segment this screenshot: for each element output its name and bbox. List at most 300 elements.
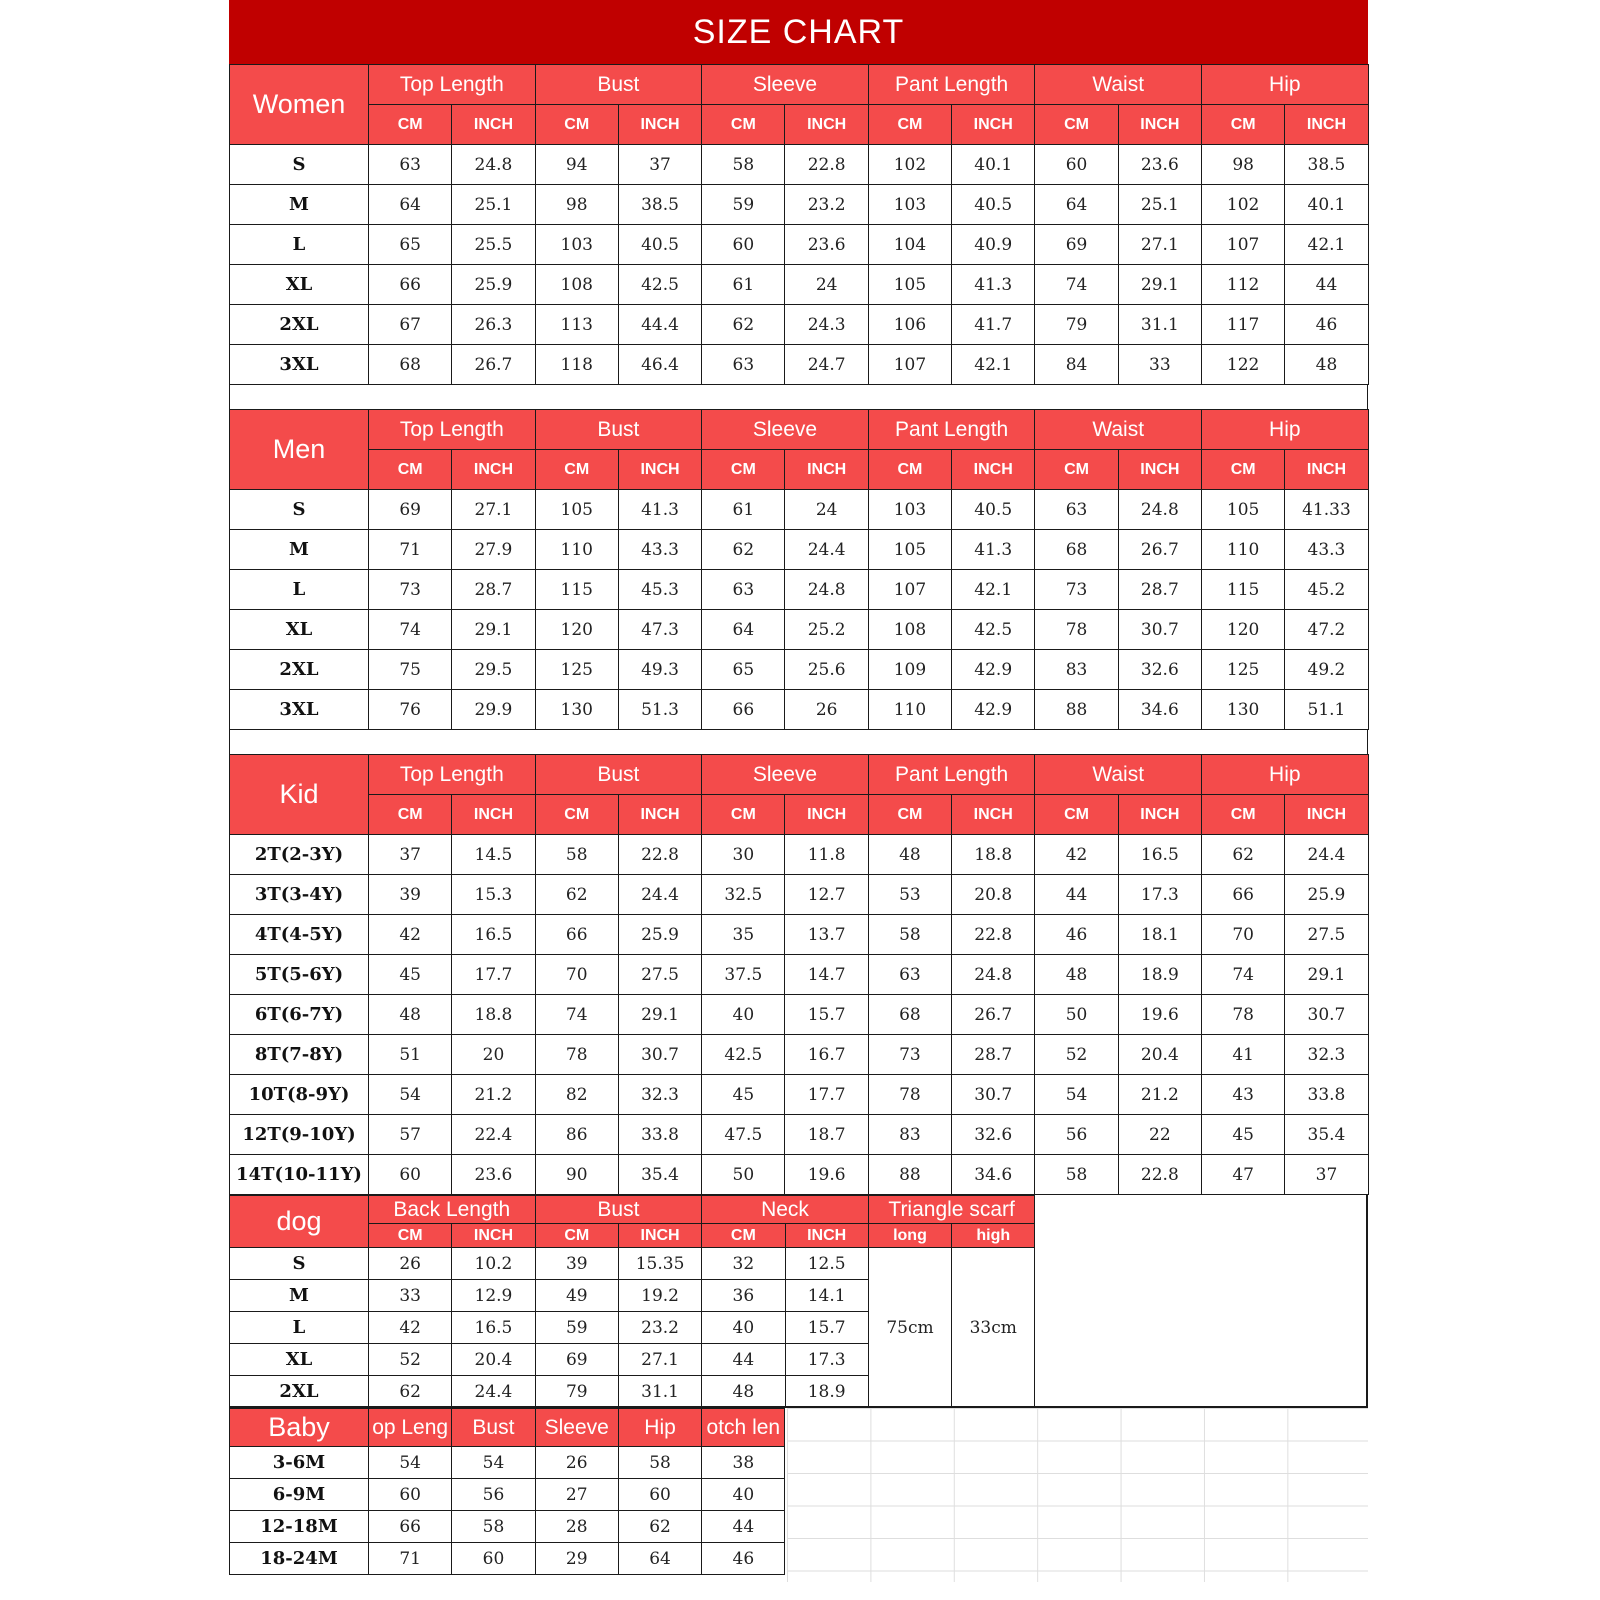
empty-grid — [787, 1408, 1368, 1582]
measurement-cell: 125 — [535, 650, 618, 690]
measurement-cell: 40.1 — [1285, 185, 1368, 225]
measurement-cell: 12.9 — [452, 1280, 535, 1312]
measurement-cell: 24.3 — [785, 305, 868, 345]
measurement-cell: 16.5 — [452, 1312, 535, 1344]
measurement-cell: 24.7 — [785, 345, 868, 385]
measurement-cell: 90 — [535, 1155, 618, 1195]
measurement-cell: 32.5 — [702, 875, 785, 915]
measurement-cell: 12.5 — [785, 1248, 868, 1280]
unit-header: CM — [702, 1224, 785, 1248]
measurement-cell: 46 — [1285, 305, 1368, 345]
measurement-cell: 58 — [535, 835, 618, 875]
size-label: 3XL — [230, 690, 369, 730]
measurement-cell: 37 — [618, 145, 701, 185]
measurement-cell: 42 — [369, 1312, 452, 1344]
measurement-cell: 84 — [1035, 345, 1118, 385]
size-label: L — [230, 1312, 369, 1344]
measurement-cell: 75 — [369, 650, 452, 690]
measurement-cell: 48 — [1035, 955, 1118, 995]
measurement-cell: 14.1 — [785, 1280, 868, 1312]
measurement-cell: 51.3 — [618, 690, 701, 730]
measurement-cell: 22.8 — [785, 145, 868, 185]
size-label: 6T(6-7Y) — [230, 995, 369, 1035]
measurement-cell: 16.7 — [785, 1035, 868, 1075]
measurement-cell: 24 — [785, 490, 868, 530]
measurement-cell: 73 — [1035, 570, 1118, 610]
unit-header: INCH — [452, 105, 535, 145]
measurement-cell: 37 — [1285, 1155, 1368, 1195]
size-label: 18-24M — [230, 1543, 369, 1575]
women-section — [229, 64, 1368, 385]
group-header: Hip — [618, 1409, 701, 1447]
measurement-cell: 82 — [535, 1075, 618, 1115]
measurement-cell: 57 — [369, 1115, 452, 1155]
measurement-cell: 18.8 — [952, 835, 1035, 875]
measurement-cell: 15.7 — [785, 995, 868, 1035]
unit-header: CM — [702, 450, 785, 490]
measurement-cell: 40.9 — [952, 225, 1035, 265]
measurement-cell: 71 — [369, 1543, 452, 1575]
measurement-cell: 47.5 — [702, 1115, 785, 1155]
measurement-cell: 29.1 — [618, 995, 701, 1035]
measurement-cell: 22.8 — [618, 835, 701, 875]
measurement-cell: 107 — [1202, 225, 1285, 265]
measurement-cell: 60 — [452, 1543, 535, 1575]
group-header: Pant Length — [868, 755, 1035, 795]
table-row — [230, 1447, 785, 1479]
size-chart — [229, 0, 1368, 1575]
measurement-cell: 20.8 — [952, 875, 1035, 915]
measurement-cell: 24.4 — [618, 875, 701, 915]
measurement-cell: 17.7 — [452, 955, 535, 995]
measurement-cell: 25.9 — [1285, 875, 1368, 915]
size-label: 6-9M — [230, 1479, 369, 1511]
group-header: Hip — [1202, 410, 1369, 450]
measurement-cell: 32 — [702, 1248, 785, 1280]
measurement-cell: 23.6 — [785, 225, 868, 265]
measurement-cell: 26 — [535, 1447, 618, 1479]
table-row — [230, 1479, 785, 1511]
header-row — [230, 65, 1369, 105]
unit-header: INCH — [1285, 450, 1368, 490]
measurement-cell: 68 — [1035, 530, 1118, 570]
measurement-cell: 61 — [702, 265, 785, 305]
size-label: S — [230, 1248, 369, 1280]
measurement-cell: 58 — [618, 1447, 701, 1479]
table-row — [230, 1075, 1369, 1115]
measurement-cell: 19.2 — [618, 1280, 701, 1312]
measurement-cell: 105 — [868, 530, 951, 570]
measurement-cell: 44 — [1285, 265, 1368, 305]
unit-header: INCH — [618, 1224, 701, 1248]
measurement-cell: 45 — [1202, 1115, 1285, 1155]
measurement-cell: 60 — [618, 1479, 701, 1511]
measurement-cell: 65 — [702, 650, 785, 690]
unit-header: INCH — [452, 795, 535, 835]
scarf-unit-header: high — [952, 1224, 1035, 1248]
measurement-cell: 12.7 — [785, 875, 868, 915]
measurement-cell: 24.4 — [452, 1376, 535, 1408]
section-gap — [229, 730, 1368, 754]
unit-header: CM — [369, 1224, 452, 1248]
measurement-cell: 78 — [1035, 610, 1118, 650]
measurement-cell: 83 — [868, 1115, 951, 1155]
unit-header: INCH — [1285, 795, 1368, 835]
measurement-cell: 70 — [1202, 915, 1285, 955]
measurement-cell: 60 — [702, 225, 785, 265]
group-header: Sleeve — [535, 1409, 618, 1447]
measurement-cell: 23.6 — [452, 1155, 535, 1195]
measurement-cell: 71 — [369, 530, 452, 570]
group-header: Hip — [1202, 755, 1369, 795]
measurement-cell: 21.2 — [452, 1075, 535, 1115]
measurement-cell: 62 — [702, 305, 785, 345]
measurement-cell: 25.2 — [785, 610, 868, 650]
group-header: op Leng — [369, 1409, 452, 1447]
measurement-cell: 36 — [702, 1280, 785, 1312]
measurement-cell: 22.4 — [452, 1115, 535, 1155]
measurement-cell: 25.6 — [785, 650, 868, 690]
group-header: Sleeve — [702, 755, 869, 795]
measurement-cell: 40 — [702, 1479, 785, 1511]
measurement-cell: 112 — [1202, 265, 1285, 305]
table-row — [230, 185, 1369, 225]
measurement-cell: 26 — [785, 690, 868, 730]
measurement-cell: 102 — [868, 145, 951, 185]
measurement-cell: 34.6 — [1118, 690, 1201, 730]
measurement-cell: 68 — [868, 995, 951, 1035]
unit-header: CM — [1202, 795, 1285, 835]
table-row — [230, 265, 1369, 305]
measurement-cell: 28.7 — [452, 570, 535, 610]
unit-header: CM — [535, 105, 618, 145]
dog-section — [229, 1195, 1368, 1408]
measurement-cell: 29 — [535, 1543, 618, 1575]
measurement-cell: 40.5 — [618, 225, 701, 265]
size-label: XL — [230, 1344, 369, 1376]
measurement-cell: 19.6 — [785, 1155, 868, 1195]
measurement-cell: 42 — [369, 915, 452, 955]
measurement-cell: 17.3 — [1118, 875, 1201, 915]
dog-table — [229, 1195, 1035, 1408]
measurement-cell: 56 — [452, 1479, 535, 1511]
measurement-cell: 45 — [702, 1075, 785, 1115]
size-label: 12T(9-10Y) — [230, 1115, 369, 1155]
unit-header: INCH — [1118, 795, 1201, 835]
measurement-cell: 26.7 — [952, 995, 1035, 1035]
measurement-cell: 40 — [702, 995, 785, 1035]
measurement-cell: 69 — [1035, 225, 1118, 265]
measurement-cell: 18.9 — [785, 1376, 868, 1408]
measurement-cell: 48 — [868, 835, 951, 875]
measurement-cell: 29.1 — [1118, 265, 1201, 305]
scarf-value: 33cm — [952, 1248, 1035, 1408]
measurement-cell: 88 — [1035, 690, 1118, 730]
measurement-cell: 29.9 — [452, 690, 535, 730]
measurement-cell: 48 — [702, 1376, 785, 1408]
measurement-cell: 23.2 — [785, 185, 868, 225]
measurement-cell: 47.3 — [618, 610, 701, 650]
group-header: Waist — [1035, 65, 1202, 105]
measurement-cell: 51 — [369, 1035, 452, 1075]
measurement-cell: 60 — [369, 1479, 452, 1511]
measurement-cell: 130 — [535, 690, 618, 730]
group-header: Sleeve — [702, 410, 869, 450]
size-label: 2XL — [230, 1376, 369, 1408]
size-label: XL — [230, 610, 369, 650]
measurement-cell: 14.7 — [785, 955, 868, 995]
measurement-cell: 46 — [1035, 915, 1118, 955]
measurement-cell: 54 — [369, 1447, 452, 1479]
size-label: 14T(10-11Y) — [230, 1155, 369, 1195]
measurement-cell: 50 — [702, 1155, 785, 1195]
group-header: Triangle scarf — [868, 1196, 1035, 1224]
measurement-cell: 10.2 — [452, 1248, 535, 1280]
measurement-cell: 59 — [535, 1312, 618, 1344]
measurement-cell: 58 — [702, 145, 785, 185]
unit-header: INCH — [618, 450, 701, 490]
unit-header: INCH — [785, 795, 868, 835]
unit-header: CM — [369, 105, 452, 145]
measurement-cell: 27 — [535, 1479, 618, 1511]
measurement-cell: 22 — [1118, 1115, 1201, 1155]
unit-header: INCH — [618, 795, 701, 835]
measurement-cell: 24.8 — [1118, 490, 1201, 530]
measurement-cell: 107 — [868, 345, 951, 385]
measurement-cell: 33 — [1118, 345, 1201, 385]
measurement-cell: 94 — [535, 145, 618, 185]
measurement-cell: 103 — [868, 185, 951, 225]
table-row — [230, 1115, 1369, 1155]
measurement-cell: 54 — [452, 1447, 535, 1479]
measurement-cell: 43.3 — [1285, 530, 1368, 570]
unit-header: INCH — [785, 1224, 868, 1248]
measurement-cell: 98 — [1202, 145, 1285, 185]
measurement-cell: 41.3 — [618, 490, 701, 530]
unit-header: INCH — [1118, 105, 1201, 145]
measurement-cell: 76 — [369, 690, 452, 730]
measurement-cell: 28.7 — [952, 1035, 1035, 1075]
measurement-cell: 13.7 — [785, 915, 868, 955]
measurement-cell: 58 — [868, 915, 951, 955]
measurement-cell: 25.5 — [452, 225, 535, 265]
table-row — [230, 225, 1369, 265]
measurement-cell: 64 — [702, 610, 785, 650]
unit-header: INCH — [785, 450, 868, 490]
table-row — [230, 955, 1369, 995]
group-header: Top Length — [369, 755, 536, 795]
measurement-cell: 42.5 — [618, 265, 701, 305]
measurement-cell: 27.1 — [452, 490, 535, 530]
size-label: 10T(8-9Y) — [230, 1075, 369, 1115]
unit-header: INCH — [1285, 105, 1368, 145]
measurement-cell: 32.3 — [618, 1075, 701, 1115]
men-table — [229, 409, 1369, 730]
measurement-cell: 63 — [369, 145, 452, 185]
measurement-cell: 42.1 — [1285, 225, 1368, 265]
size-label: S — [230, 145, 369, 185]
measurement-cell: 42 — [1035, 835, 1118, 875]
measurement-cell: 48 — [1285, 345, 1368, 385]
measurement-cell: 45 — [369, 955, 452, 995]
measurement-cell: 105 — [868, 265, 951, 305]
measurement-cell: 86 — [535, 1115, 618, 1155]
size-label: L — [230, 570, 369, 610]
measurement-cell: 26.7 — [452, 345, 535, 385]
measurement-cell: 15.7 — [785, 1312, 868, 1344]
unit-header: CM — [702, 795, 785, 835]
table-row — [230, 915, 1369, 955]
table-row — [230, 530, 1369, 570]
measurement-cell: 33.8 — [618, 1115, 701, 1155]
measurement-cell: 31.1 — [618, 1376, 701, 1408]
size-label: M — [230, 185, 369, 225]
measurement-cell: 118 — [535, 345, 618, 385]
measurement-cell: 62 — [369, 1376, 452, 1408]
measurement-cell: 44 — [702, 1344, 785, 1376]
measurement-cell: 30.7 — [1285, 995, 1368, 1035]
measurement-cell: 73 — [369, 570, 452, 610]
measurement-cell: 22.8 — [1118, 1155, 1201, 1195]
measurement-cell: 33.8 — [1285, 1075, 1368, 1115]
measurement-cell: 23.2 — [618, 1312, 701, 1344]
unit-row — [230, 795, 1369, 835]
group-header: Bust — [535, 65, 702, 105]
measurement-cell: 108 — [868, 610, 951, 650]
measurement-cell: 16.5 — [452, 915, 535, 955]
measurement-cell: 41.3 — [952, 265, 1035, 305]
measurement-cell: 120 — [535, 610, 618, 650]
group-header: Bust — [452, 1409, 535, 1447]
measurement-cell: 11.8 — [785, 835, 868, 875]
measurement-cell: 35.4 — [618, 1155, 701, 1195]
measurement-cell: 27.5 — [618, 955, 701, 995]
measurement-cell: 32.6 — [1118, 650, 1201, 690]
measurement-cell: 30 — [702, 835, 785, 875]
measurement-cell: 27.1 — [618, 1344, 701, 1376]
measurement-cell: 98 — [535, 185, 618, 225]
measurement-cell: 46 — [702, 1543, 785, 1575]
measurement-cell: 26.7 — [1118, 530, 1201, 570]
measurement-cell: 26 — [369, 1248, 452, 1280]
kid-section — [229, 754, 1368, 1195]
measurement-cell: 42.1 — [952, 345, 1035, 385]
measurement-cell: 105 — [1202, 490, 1285, 530]
unit-header: CM — [868, 450, 951, 490]
measurement-cell: 78 — [535, 1035, 618, 1075]
unit-header: CM — [535, 795, 618, 835]
kid-table — [229, 754, 1369, 1195]
measurement-cell: 28.7 — [1118, 570, 1201, 610]
measurement-cell: 49.3 — [618, 650, 701, 690]
measurement-cell: 67 — [369, 305, 452, 345]
measurement-cell: 78 — [868, 1075, 951, 1115]
measurement-cell: 40.5 — [952, 185, 1035, 225]
table-row — [230, 1248, 1035, 1280]
measurement-cell: 24.8 — [952, 955, 1035, 995]
unit-header: CM — [1202, 105, 1285, 145]
unit-header: CM — [369, 795, 452, 835]
table-row — [230, 690, 1369, 730]
measurement-cell: 41 — [1202, 1035, 1285, 1075]
measurement-cell: 16.5 — [1118, 835, 1201, 875]
group-header: Top Length — [369, 410, 536, 450]
size-label: 2XL — [230, 650, 369, 690]
measurement-cell: 69 — [369, 490, 452, 530]
measurement-cell: 32.3 — [1285, 1035, 1368, 1075]
table-row — [230, 610, 1369, 650]
group-header: Bust — [535, 1196, 702, 1224]
unit-header: CM — [1035, 795, 1118, 835]
measurement-cell: 61 — [702, 490, 785, 530]
measurement-cell: 34.6 — [952, 1155, 1035, 1195]
group-header: Top Length — [369, 65, 536, 105]
measurement-cell: 64 — [618, 1543, 701, 1575]
measurement-cell: 73 — [868, 1035, 951, 1075]
measurement-cell: 42.1 — [952, 570, 1035, 610]
measurement-cell: 19.6 — [1118, 995, 1201, 1035]
unit-header: CM — [1202, 450, 1285, 490]
measurement-cell: 24.4 — [1285, 835, 1368, 875]
measurement-cell: 130 — [1202, 690, 1285, 730]
measurement-cell: 66 — [369, 1511, 452, 1543]
measurement-cell: 53 — [868, 875, 951, 915]
unit-header: INCH — [952, 450, 1035, 490]
measurement-cell: 69 — [535, 1344, 618, 1376]
measurement-cell: 51.1 — [1285, 690, 1368, 730]
measurement-cell: 25.9 — [618, 915, 701, 955]
measurement-cell: 30.7 — [618, 1035, 701, 1075]
baby-label: Baby — [230, 1409, 369, 1447]
header-row — [230, 1196, 1035, 1224]
size-label: L — [230, 225, 369, 265]
table-row — [230, 490, 1369, 530]
measurement-cell: 24.8 — [452, 145, 535, 185]
table-row — [230, 570, 1369, 610]
table-row — [230, 145, 1369, 185]
measurement-cell: 39 — [535, 1248, 618, 1280]
scarf-unit-header: long — [868, 1224, 951, 1248]
measurement-cell: 62 — [618, 1511, 701, 1543]
unit-header: CM — [1035, 450, 1118, 490]
measurement-cell: 66 — [1202, 875, 1285, 915]
measurement-cell: 44 — [702, 1511, 785, 1543]
measurement-cell: 74 — [1202, 955, 1285, 995]
measurement-cell: 35.4 — [1285, 1115, 1368, 1155]
measurement-cell: 38 — [702, 1447, 785, 1479]
measurement-cell: 25.9 — [452, 265, 535, 305]
measurement-cell: 66 — [702, 690, 785, 730]
measurement-cell: 31.1 — [1118, 305, 1201, 345]
chart-title: SIZE CHART — [229, 0, 1368, 64]
measurement-cell: 58 — [1035, 1155, 1118, 1195]
measurement-cell: 40.5 — [952, 490, 1035, 530]
measurement-cell: 105 — [535, 490, 618, 530]
measurement-cell: 102 — [1202, 185, 1285, 225]
measurement-cell: 28 — [535, 1511, 618, 1543]
measurement-cell: 115 — [535, 570, 618, 610]
measurement-cell: 120 — [1202, 610, 1285, 650]
size-label: 3T(3-4Y) — [230, 875, 369, 915]
unit-header: INCH — [952, 795, 1035, 835]
measurement-cell: 42.5 — [952, 610, 1035, 650]
measurement-cell: 27.5 — [1285, 915, 1368, 955]
group-header: Waist — [1035, 755, 1202, 795]
group-header: Waist — [1035, 410, 1202, 450]
scarf-value: 75cm — [868, 1248, 951, 1408]
measurement-cell: 110 — [1202, 530, 1285, 570]
measurement-cell: 47.2 — [1285, 610, 1368, 650]
